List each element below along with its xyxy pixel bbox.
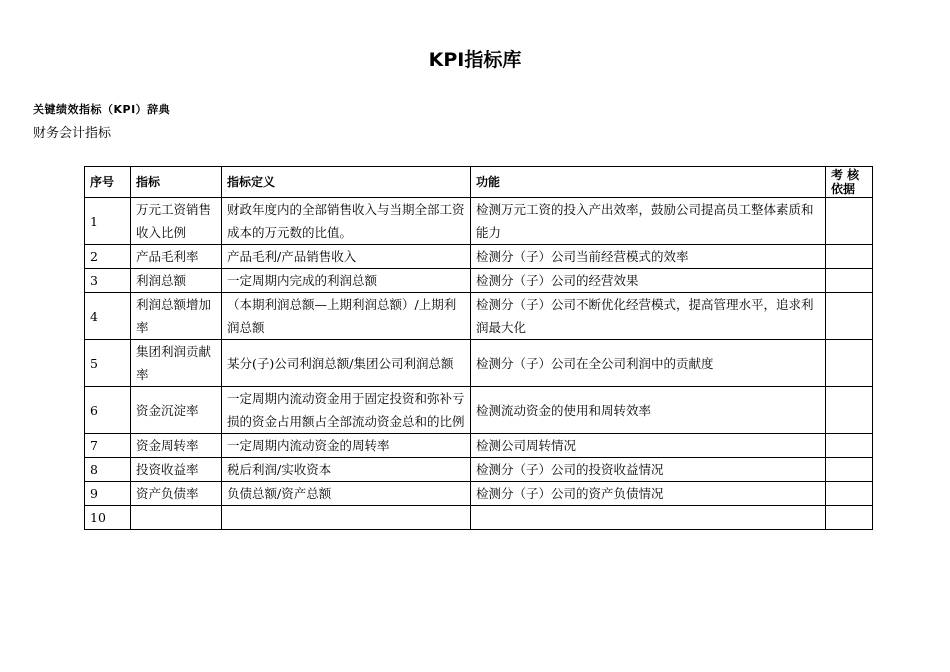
cell-definition	[222, 506, 471, 530]
cell-definition: 负债总额/资产总额	[222, 482, 471, 506]
cell-assessment-basis	[826, 482, 873, 506]
cell-number: 9	[85, 482, 131, 506]
cell-number: 6	[85, 387, 131, 434]
cell-indicator	[131, 506, 222, 530]
cell-assessment-basis	[826, 245, 873, 269]
cell-function: 检测分（子）公司的经营效果	[471, 269, 826, 293]
table-row	[85, 340, 873, 387]
cell-number: 7	[85, 434, 131, 458]
cell-function: 检测分（子）公司的资产负债情况	[471, 482, 826, 506]
table-row	[85, 458, 873, 482]
cell-indicator: 利润总额	[131, 269, 222, 293]
table-row	[85, 387, 873, 434]
header-assessment-basis: 考 核 依据	[826, 167, 873, 198]
table-row	[85, 245, 873, 269]
cell-indicator: 万元工资销售收入比例	[131, 198, 222, 245]
cell-function: 检测分（子）公司当前经营模式的效率	[471, 245, 826, 269]
header-number: 序号	[85, 167, 131, 198]
cell-indicator: 投资收益率	[131, 458, 222, 482]
cell-function: 检测公司周转情况	[471, 434, 826, 458]
cell-definition: 一定周期内完成的利润总额	[222, 269, 471, 293]
cell-indicator: 集团利润贡献率	[131, 340, 222, 387]
table-row	[85, 482, 873, 506]
cell-function: 检测分（子）公司的投资收益情况	[471, 458, 826, 482]
cell-assessment-basis	[826, 198, 873, 245]
cell-definition: （本期利润总额—上期利润总额）/上期利润总额	[222, 293, 471, 340]
table-row	[85, 269, 873, 293]
cell-function: 检测分（子）公司不断优化经营模式，提高管理水平，追求利润最大化	[471, 293, 826, 340]
cell-number: 3	[85, 269, 131, 293]
table-row	[85, 506, 873, 530]
cell-assessment-basis	[826, 269, 873, 293]
cell-number: 4	[85, 293, 131, 340]
cell-number: 10	[85, 506, 131, 530]
cell-definition: 税后利润/实收资本	[222, 458, 471, 482]
cell-assessment-basis	[826, 293, 873, 340]
cell-indicator: 资金沉淀率	[131, 387, 222, 434]
cell-definition: 一定周期内流动资金的周转率	[222, 434, 471, 458]
cell-indicator: 产品毛利率	[131, 245, 222, 269]
cell-number: 2	[85, 245, 131, 269]
cell-indicator: 资产负债率	[131, 482, 222, 506]
page-title: KPI指标库	[428, 49, 522, 71]
cell-number: 1	[85, 198, 131, 245]
header-indicator: 指标	[131, 167, 222, 198]
cell-assessment-basis	[826, 434, 873, 458]
table-header-row	[85, 167, 873, 198]
table-body	[85, 198, 873, 530]
cell-assessment-basis	[826, 387, 873, 434]
cell-definition: 某分(子)公司利润总额/集团公司利润总额	[222, 340, 471, 387]
section-heading: 财务会计指标	[33, 126, 112, 141]
header-function: 功能	[471, 167, 826, 198]
cell-indicator: 资金周转率	[131, 434, 222, 458]
cell-definition: 产品毛利/产品销售收入	[222, 245, 471, 269]
cell-indicator: 利润总额增加率	[131, 293, 222, 340]
document-subtitle: 关键绩效指标（KPI）辞典	[33, 103, 171, 116]
cell-function: 检测万元工资的投入产出效率，鼓励公司提高员工整体素质和能力	[471, 198, 826, 245]
cell-function: 检测分（子）公司在全公司利润中的贡献度	[471, 340, 826, 387]
cell-assessment-basis	[826, 458, 873, 482]
table-row	[85, 198, 873, 245]
cell-definition: 财政年度内的全部销售收入与当期全部工资成本的万元数的比值。	[222, 198, 471, 245]
cell-assessment-basis	[826, 340, 873, 387]
cell-number: 8	[85, 458, 131, 482]
cell-function: 检测流动资金的使用和周转效率	[471, 387, 826, 434]
cell-function	[471, 506, 826, 530]
table-row	[85, 293, 873, 340]
header-definition: 指标定义	[222, 167, 471, 198]
kpi-table	[84, 166, 873, 530]
cell-definition: 一定周期内流动资金用于固定投资和弥补亏损的资金占用额占全部流动资金总和的比例	[222, 387, 471, 434]
table-row	[85, 434, 873, 458]
cell-assessment-basis	[826, 506, 873, 530]
cell-number: 5	[85, 340, 131, 387]
